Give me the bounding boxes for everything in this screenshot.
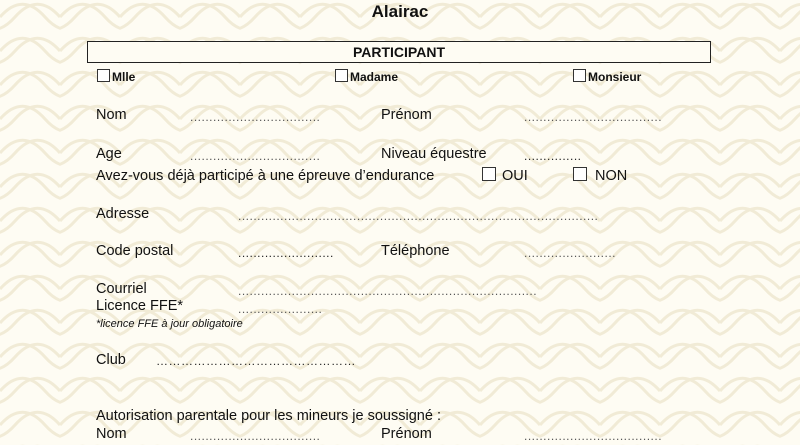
section-header-participant: PARTICIPANT [87, 41, 711, 63]
licence-field[interactable]: ...................... [238, 302, 323, 316]
nom-field[interactable]: .................................. [190, 110, 321, 124]
age-field[interactable]: .................................. [190, 149, 321, 163]
niveau-field[interactable]: ............... [524, 149, 582, 163]
adresse-label: Adresse [96, 206, 150, 222]
code-postal-field[interactable]: ......................... [238, 246, 334, 260]
prenom-field[interactable]: .................................... [524, 110, 663, 124]
club-label: Club [96, 352, 126, 368]
adresse-field[interactable]: .............................................................................................. [238, 209, 599, 223]
parent-nom-label: Nom [96, 426, 127, 442]
parent-prenom-field[interactable]: .................................... [524, 429, 663, 443]
civility-mlle-label: Mlle [112, 70, 136, 84]
checkbox-icon[interactable] [482, 167, 496, 181]
licence-note: *licence FFE à jour obligatoire [96, 318, 243, 330]
telephone-field[interactable]: ........................ [524, 246, 617, 260]
courriel-field[interactable]: .............................................................................. [238, 284, 538, 298]
age-label: Age [96, 146, 122, 162]
endurance-non[interactable] [573, 167, 627, 184]
prenom-label: Prénom [381, 107, 432, 123]
code-postal-label: Code postal [96, 243, 174, 259]
parent-prenom-label: Prénom [381, 426, 432, 442]
parent-nom-field[interactable]: .................................. [190, 429, 321, 443]
endurance-oui[interactable] [482, 167, 528, 184]
endurance-non-label: NON [595, 168, 628, 184]
checkbox-icon[interactable] [573, 167, 587, 181]
checkbox-icon[interactable] [335, 69, 348, 82]
courriel-label: Courriel [96, 281, 147, 297]
niveau-label: Niveau équestre [381, 146, 487, 162]
civility-madame[interactable] [335, 69, 398, 84]
civility-monsieur[interactable] [573, 69, 641, 84]
checkbox-icon[interactable] [97, 69, 110, 82]
endurance-oui-label: OUI [502, 168, 528, 184]
nom-label: Nom [96, 107, 127, 123]
club-field[interactable]: ………………………………………… [156, 354, 356, 368]
licence-label: Licence FFE* [96, 298, 184, 314]
telephone-label: Téléphone [381, 243, 450, 259]
endurance-question: Avez-vous déjà participé à une épreuve d’endurance [96, 168, 435, 184]
civility-mlle[interactable] [97, 69, 135, 84]
page-title: Alairac [371, 2, 429, 21]
parental-heading: Autorisation parentale pour les mineurs je soussigné : [96, 408, 441, 424]
checkbox-icon[interactable] [573, 69, 586, 82]
civility-madame-label: Madame [350, 70, 399, 84]
civility-monsieur-label: Monsieur [588, 70, 642, 84]
